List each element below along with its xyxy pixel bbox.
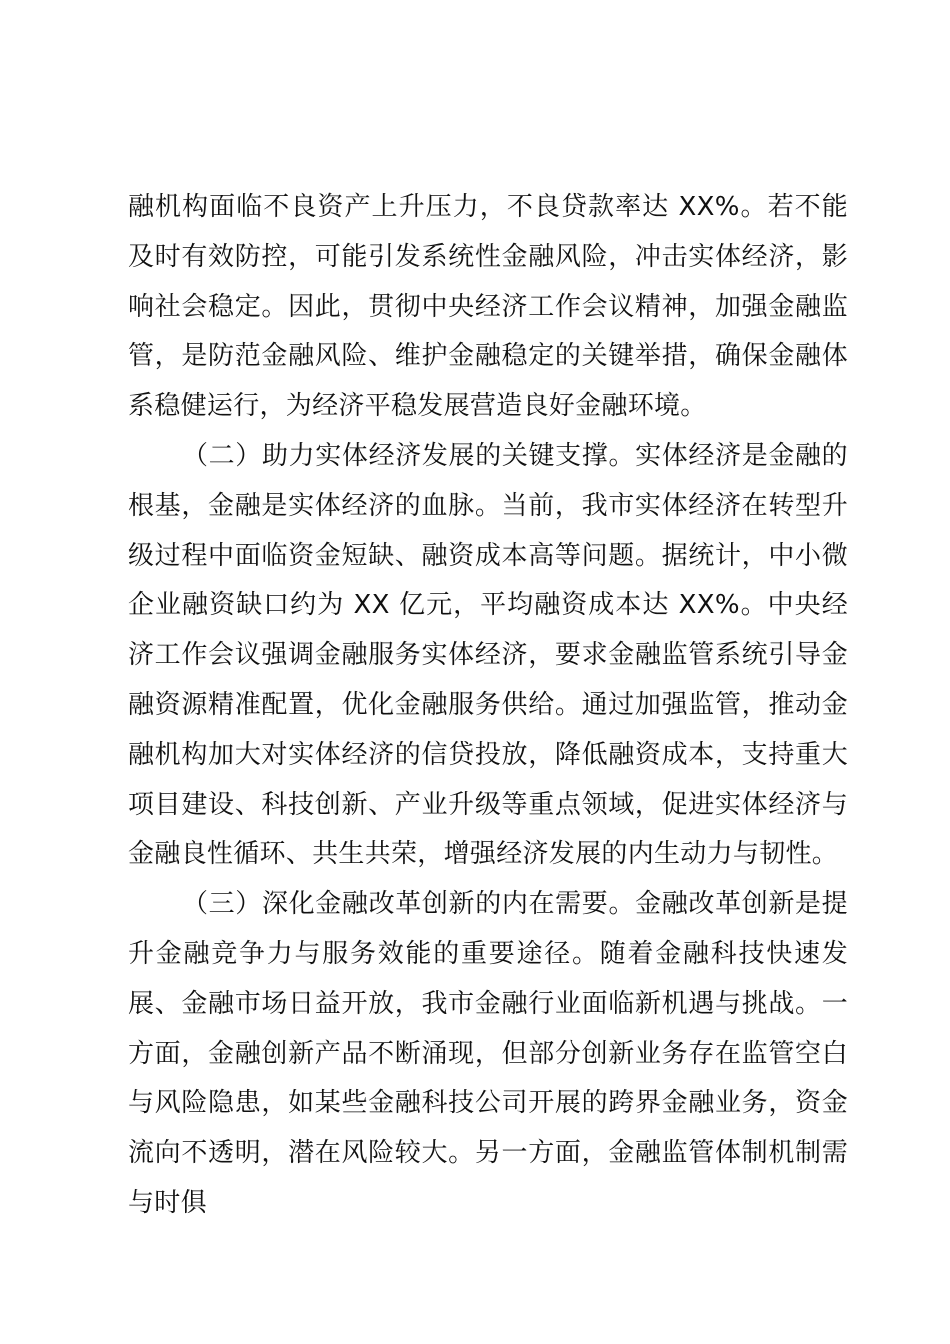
paragraph-1: 融机构面临不良资产上升压力，不良贷款率达 XX%。若不能及时有效防控，可能引发系统性金融风险，冲击实体经济，影响社会稳定。因此，贯彻中央经济工作会议精神，加强金融监管，是防范金融风险、维护金融稳定的关键举措，确保金融体系稳健运行，为经济平稳发展营造良好金融环境。 — [128, 192, 848, 422]
document-body — [128, 183, 848, 1229]
paragraph-2: （二）助力实体经济发展的关键支撑。实体经济是金融的根基，金融是实体经济的血脉。当前，我市实体经济在转型升级过程中面临资金短缺、融资成本高等问题。据统计，中小微企业融资缺口约为 XX 亿元，平均融资成本达 XX%。中央经济工作会议强调金融服务实体经济，要求金融监管系统引导金融资源精准配置，优化金融服务供给。通过加强监管，推动金融机构加大对实体经济的信贷投放，降低融资成本，支持重大项目建设、科技创新、产业升级等重点领域，促进实体经济与金融良性循环、共生共荣，增强经济发展的内生动力与韧性。 — [128, 440, 848, 870]
paragraph-3: （三）深化金融改革创新的内在需要。金融改革创新是提升金融竞争力与服务效能的重要途径。随着金融科技快速发展、金融市场日益开放，我市金融行业面临新机遇与挑战。一方面，金融创新产品不断涌现，但部分创新业务存在监管空白与风险隐患，如某些金融科技公司开展的跨界金融业务，资金流向不透明，潜在风险较大。另一方面，金融监管体制机制需与时俱 — [128, 889, 848, 1218]
